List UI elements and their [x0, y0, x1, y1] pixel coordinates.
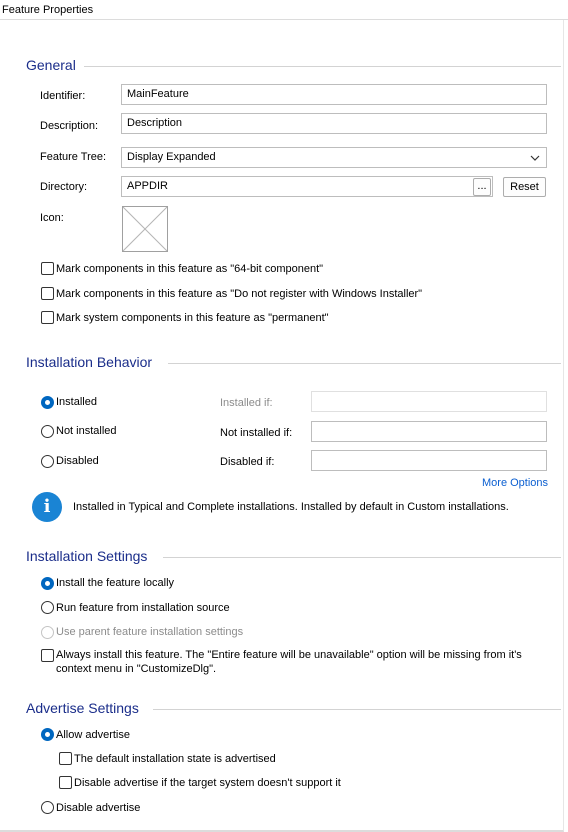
installed-if-label: Installed if: [220, 397, 273, 409]
section-divider [84, 66, 561, 67]
radio-run-from-source-label[interactable]: Run feature from installation source [56, 602, 230, 614]
installed-if-input [311, 391, 547, 412]
identifier-input[interactable]: MainFeature [121, 84, 547, 105]
radio-installed[interactable] [41, 396, 54, 409]
checkbox-default-advertised-label[interactable]: The default installation state is advertised [74, 753, 276, 765]
directory-input[interactable]: APPDIR [121, 176, 493, 197]
radio-disable-advertise[interactable] [41, 801, 54, 814]
checkbox-do-not-register-label[interactable]: Mark components in this feature as "Do not register with Windows Installer" [56, 288, 423, 300]
empty-image-icon [123, 207, 167, 251]
radio-disabled-label[interactable]: Disabled [56, 455, 99, 467]
radio-installed-label[interactable]: Installed [56, 396, 97, 408]
section-title-general: General [26, 57, 76, 73]
section-divider [153, 709, 561, 710]
feature-icon-placeholder[interactable] [122, 206, 168, 252]
disabled-if-label: Disabled if: [220, 456, 275, 468]
checkbox-disable-if-unsupported-label[interactable]: Disable advertise if the target system doesn't support it [74, 777, 341, 789]
checkbox-disable-if-unsupported[interactable] [59, 776, 72, 789]
info-icon: i [32, 492, 62, 522]
radio-disable-advertise-label[interactable]: Disable advertise [56, 802, 141, 814]
feature-tree-select[interactable] [121, 147, 547, 168]
chevron-down-icon [530, 153, 540, 163]
more-options-link[interactable]: More Options [482, 477, 549, 489]
section-divider [168, 363, 561, 364]
disabled-if-input[interactable] [311, 450, 547, 471]
checkbox-permanent-label[interactable]: Mark system components in this feature as "permanent" [56, 312, 329, 324]
radio-disabled[interactable] [41, 455, 54, 468]
radio-run-from-source[interactable] [41, 601, 54, 614]
identifier-label: Identifier: [40, 90, 86, 102]
browse-directory-button[interactable]: ... [473, 178, 491, 196]
icon-label: Icon: [40, 212, 64, 224]
section-title-installation-behavior: Installation Behavior [26, 354, 153, 370]
section-divider [163, 557, 561, 558]
description-input[interactable]: Description [121, 113, 547, 134]
section-title-advertise-settings: Advertise Settings [26, 700, 139, 716]
description-label: Description: [40, 120, 99, 132]
checkbox-permanent[interactable] [41, 311, 54, 324]
radio-install-locally-label[interactable]: Install the feature locally [56, 577, 175, 589]
radio-install-locally[interactable] [41, 577, 54, 590]
checkbox-default-advertised[interactable] [59, 752, 72, 765]
reset-button[interactable]: Reset [503, 177, 546, 197]
window-title-bar [0, 0, 568, 20]
feature-tree-label: Feature Tree: [40, 151, 107, 163]
installation-behavior-info-text: Installed in Typical and Complete installations. Installed by default in Custom installations. [73, 501, 509, 513]
not-installed-if-label: Not installed if: [220, 427, 293, 439]
directory-label: Directory: [40, 181, 88, 193]
radio-not-installed-label[interactable]: Not installed [56, 425, 117, 437]
radio-use-parent-settings [41, 626, 54, 639]
checkbox-do-not-register[interactable] [41, 287, 54, 300]
radio-allow-advertise-label[interactable]: Allow advertise [56, 729, 130, 741]
checkbox-always-install[interactable] [41, 649, 54, 662]
always-install-label-line2[interactable]: context menu in "CustomizeDlg". [56, 663, 217, 675]
radio-use-parent-settings-label: Use parent feature installation settings [56, 626, 244, 638]
radio-not-installed[interactable] [41, 425, 54, 438]
not-installed-if-input[interactable] [311, 421, 547, 442]
checkbox-64bit-component[interactable] [41, 262, 54, 275]
checkbox-64bit-component-label[interactable]: Mark components in this feature as "64-bit component" [56, 263, 324, 275]
feature-tree-value: Display Expanded [127, 151, 216, 163]
radio-allow-advertise[interactable] [41, 728, 54, 741]
always-install-label-line1[interactable]: Always install this feature. The "Entire feature will be unavailable" option will be missing from it's [56, 649, 522, 661]
section-title-installation-settings: Installation Settings [26, 548, 148, 564]
window-title: Feature Properties [2, 4, 94, 16]
